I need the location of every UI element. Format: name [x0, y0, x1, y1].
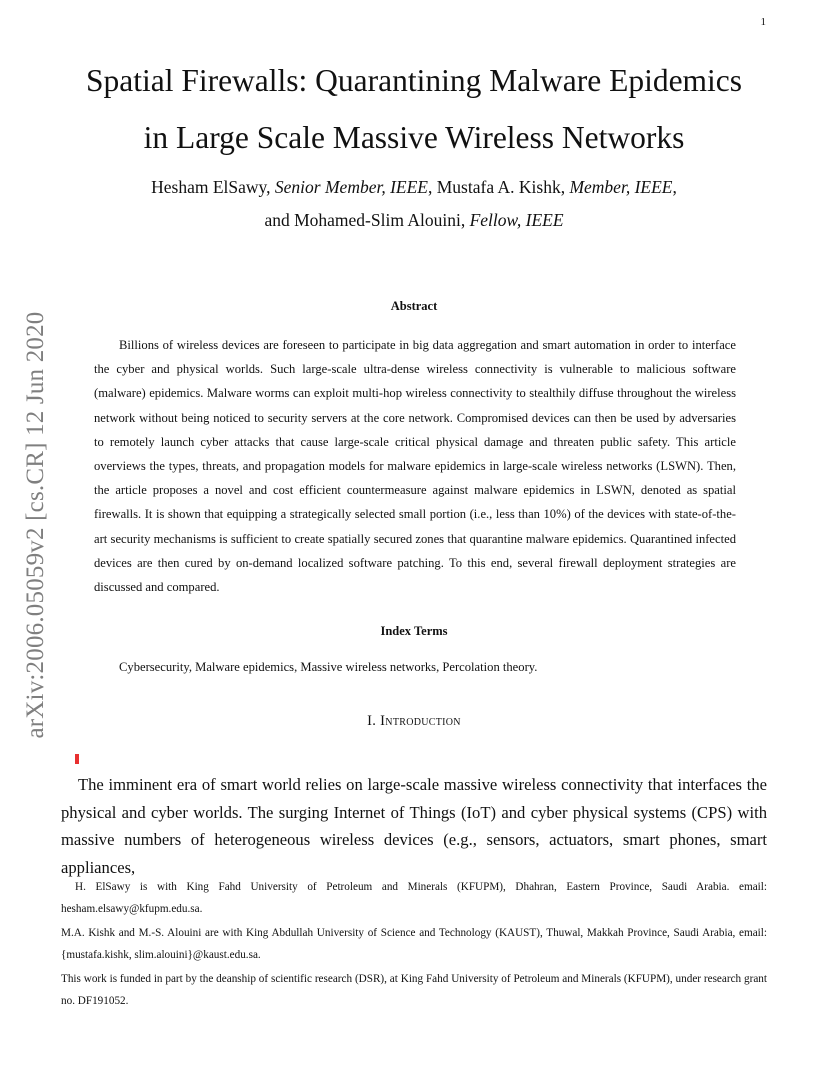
index-terms-text: Cybersecurity, Malware epidemics, Massive wireless networks, Percolation theory.: [119, 660, 538, 674]
abstract-percent: 10%: [543, 507, 567, 522]
section-heading-introduction: [40, 713, 788, 730]
section-number: I.: [367, 713, 377, 729]
section-title: Introduction: [380, 713, 461, 729]
abstract-text: [94, 333, 736, 599]
title-line-1: Spatial Firewalls: Quarantining Malware Epidemics: [85, 63, 743, 98]
footnote-kishk-alouini: M.A. Kishk and M.-S. Alouini are with King Abdullah University of Science and Technology (KAUST), Thuwal, Makkah Province, Saudi Arabia, email: {mustafa.kishk, slim.alouini}@kaust.edu.sa.: [61, 927, 767, 961]
title-line-2: in Large Scale Massive Wireless Networks: [143, 120, 685, 155]
footnote-funding: This work is funded in part by the deanship of scientific research (DSR), at King Fahd University of Petroleum and Minerals (KFUPM), under research grant no. DF191052.: [61, 973, 767, 1007]
index-terms-heading: Index Terms: [380, 624, 448, 638]
abstract-text-part-1: Billions of wireless devices are foreseen to participate in big data aggregation and smart automation in order to interface the cyber and physical worlds. Such large-scale ultra-dense wireless connectivity is vulnerable to malicious software (malware) epidemics. Malware worms can exploit multi-hop wireless connectivity to stealthily diffuse throughout the wireless network without being noticed to security servers at the core network. Compromised devices can then be used by adversaries to remotely launch cyber attacks that cause large-scale critical physical damage and threaten public safety. This article overviews the types, threats, and propagation models for malware epidemics in large-scale wireless networks (LSWN). Then, the article proposes a novel and cost efficient countermeasure against malware epidemics in LSWN, denoted as spatial firewalls. It is shown that equipping a strategically selected small portion (i.e., less than: [94, 338, 736, 522]
footnote-elsawy: H. ElSawy is with King Fahd University of Petroleum and Minerals (KFUPM), Dhahran, Eastern Province, Saudi Arabia. email: hesham.elsawy@kfupm.edu.sa.: [61, 881, 767, 915]
paper-title: [40, 52, 788, 166]
introduction-paragraph: The imminent era of smart world relies on large-scale massive wireless connectivity that interfaces the physical and cyber worlds. The surging Internet of Things (IoT) and cyber physical systems (CPS) with massive numbers of heterogeneous wireless devices (e.g., sensors, actuators, smart phones, smart appliances,: [61, 775, 767, 877]
abstract-heading: Abstract: [390, 299, 438, 313]
author-1-name: Hesham ElSawy,: [151, 177, 271, 197]
author-3-role: Fellow, IEEE: [469, 210, 564, 230]
author-list: [40, 171, 788, 237]
author-2-role: Member, IEEE: [569, 177, 673, 197]
author-1-role: Senior Member, IEEE: [274, 177, 428, 197]
author-2-name: , Mustafa A. Kishk,: [428, 177, 566, 197]
abstract-text-part-2: ) of the devices with state-of-the-art security mechanisms is sufficient to create spatially secured zones that quarantine malware epidemics. Quarantined infected devices are then cured by on-demand localized software patching. To this end, several firewall deployment strategies are discussed and compared.: [94, 507, 736, 595]
red-marker-icon: [75, 754, 79, 764]
page-number: 1: [760, 16, 766, 28]
author-line-comma: ,: [672, 177, 677, 197]
author-3-name: and Mohamed-Slim Alouini,: [264, 210, 466, 230]
arxiv-identifier[interactable]: arXiv:2006.05059v2 [cs.CR] 12 Jun 2020: [22, 311, 49, 739]
footnotes: [61, 877, 767, 1015]
